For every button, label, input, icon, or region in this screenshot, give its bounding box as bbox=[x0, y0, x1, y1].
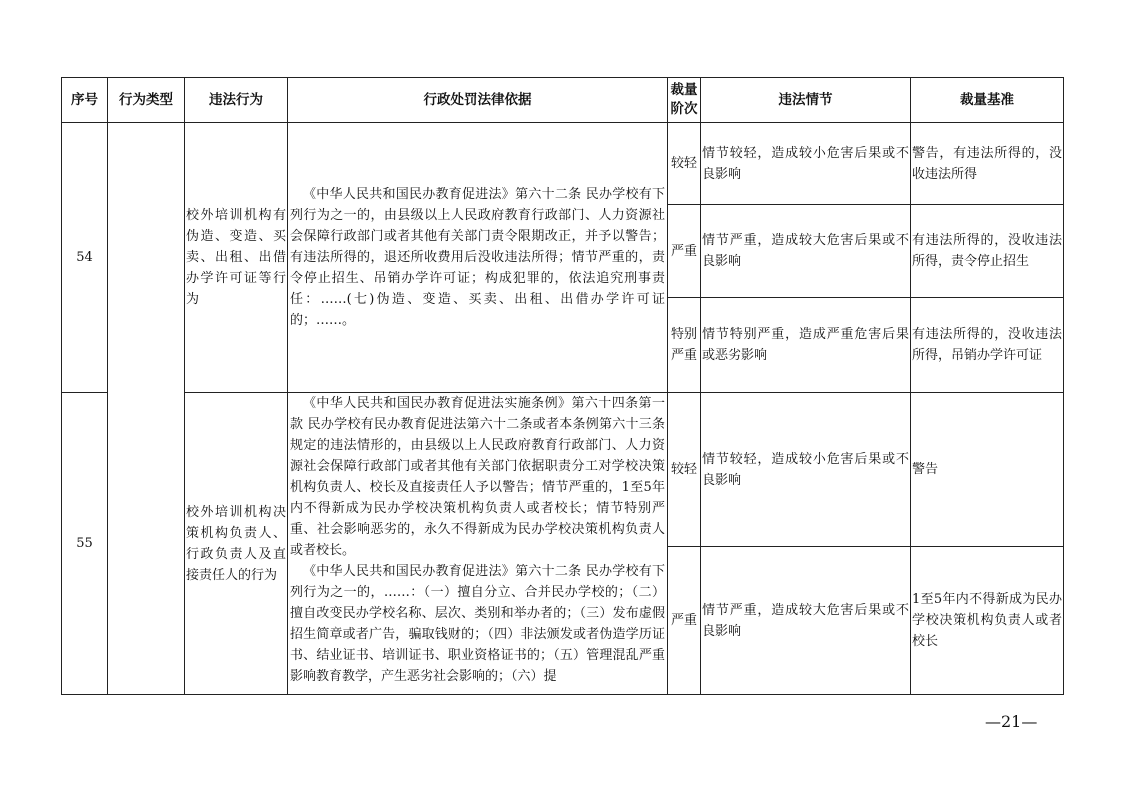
standard-cell: 有违法所得的，没收违法所得，责令停止招生 bbox=[911, 205, 1064, 298]
header-act: 违法行为 bbox=[185, 78, 288, 123]
level-cell: 较轻 bbox=[668, 123, 701, 205]
page-number: —21— bbox=[985, 712, 1038, 731]
level-line1: 特别 bbox=[670, 327, 697, 342]
act-cell: 校外培训机构决策机构负责人、行政负责人及直接责任人的行为 bbox=[185, 393, 288, 695]
standard-cell: 1至5年内不得新成为民办学校决策机构负责人或者校长 bbox=[911, 547, 1064, 695]
penalty-discretion-table bbox=[61, 77, 1064, 695]
table-row bbox=[62, 393, 1064, 547]
standard-cell: 有违法所得的，没收违法所得，吊销办学许可证 bbox=[911, 298, 1064, 393]
seq-cell: 54 bbox=[62, 123, 108, 393]
circumstance-cell: 情节较轻，造成较小危害后果或不良影响 bbox=[701, 123, 911, 205]
header-basis: 行政处罚法律依据 bbox=[288, 78, 668, 123]
table-header-row bbox=[62, 78, 1064, 123]
legal-basis-text: 《中华人民共和国民办教育促进法》第六十二条 民办学校有下列行为之一的，……：（一）擅自分立、合并民办学校的；（二）擅自改变民办学校名称、层次、类别和举办者的；（三）发布虚假招生简章或者广告，骗取钱财的；（四）非法颁发或者伪造学历证书、结业证书、培训证书、职业资格证书的；（五）管理混乱严重影响教育教学，产生恶劣社会影响的；（六）提 bbox=[290, 564, 665, 684]
header-seq: 序号 bbox=[62, 78, 108, 123]
level-cell: 较轻 bbox=[668, 393, 701, 547]
header-circumstance: 违法情节 bbox=[701, 78, 911, 123]
header-level bbox=[668, 78, 701, 123]
legal-basis-text: 《中华人民共和国民办教育促进法》第六十二条 民办学校有下列行为之一的，由县级以上人民政府教育行政部门、人力资源社会保障行政部门或者其他有关部门责令限期改正，并予以警告；有违法所得的，退还所收费用后没收违法所得；情节严重的，责令停止招生、吊销办学许可证；构成犯罪的，依法追究刑事责任：……(七)伪造、变造、买卖、出租、出借办学许可证的；……。 bbox=[290, 187, 665, 328]
legal-basis-cell bbox=[288, 123, 668, 393]
header-standard: 裁量基准 bbox=[911, 78, 1064, 123]
table-row bbox=[62, 123, 1064, 205]
header-level-line1: 裁量 bbox=[670, 82, 698, 98]
level-cell bbox=[668, 298, 701, 393]
legal-basis-text: 《中华人民共和国民办教育促进法实施条例》第六十四条第一款 民办学校有民办教育促进法第六十二条或者本条例第六十三条规定的违法情形的，由县级以上人民政府教育行政部门、人力资源社会保障行政部门或者其他有关部门依据职责分工对学校决策机构负责人、校长及直接责任人予以警告；情节严重的，1至5年内不得新成为民办学校决策机构负责人或者校长；情节特别严重、社会影响恶劣的，永久不得新成为民办学校决策机构负责人或者校长。 bbox=[290, 396, 665, 558]
standard-cell: 警告，有违法所得的，没收违法所得 bbox=[911, 123, 1064, 205]
standard-cell: 警告 bbox=[911, 393, 1064, 547]
circumstance-cell: 情节特别严重，造成严重危害后果或恶劣影响 bbox=[701, 298, 911, 393]
act-cell: 校外培训机构有伪造、变造、买卖、出租、出借办学许可证等行为 bbox=[185, 123, 288, 393]
header-level-line2: 阶次 bbox=[670, 101, 698, 117]
level-cell: 严重 bbox=[668, 547, 701, 695]
seq-cell: 55 bbox=[62, 393, 108, 695]
type-cell bbox=[108, 123, 185, 695]
header-type: 行为类型 bbox=[108, 78, 185, 123]
circumstance-cell: 情节较轻，造成较小危害后果或不良影响 bbox=[701, 393, 911, 547]
circumstance-cell: 情节严重，造成较大危害后果或不良影响 bbox=[701, 547, 911, 695]
level-cell: 严重 bbox=[668, 205, 701, 298]
level-line2: 严重 bbox=[670, 348, 697, 363]
circumstance-cell: 情节严重，造成较大危害后果或不良影响 bbox=[701, 205, 911, 298]
legal-basis-cell bbox=[288, 393, 668, 695]
